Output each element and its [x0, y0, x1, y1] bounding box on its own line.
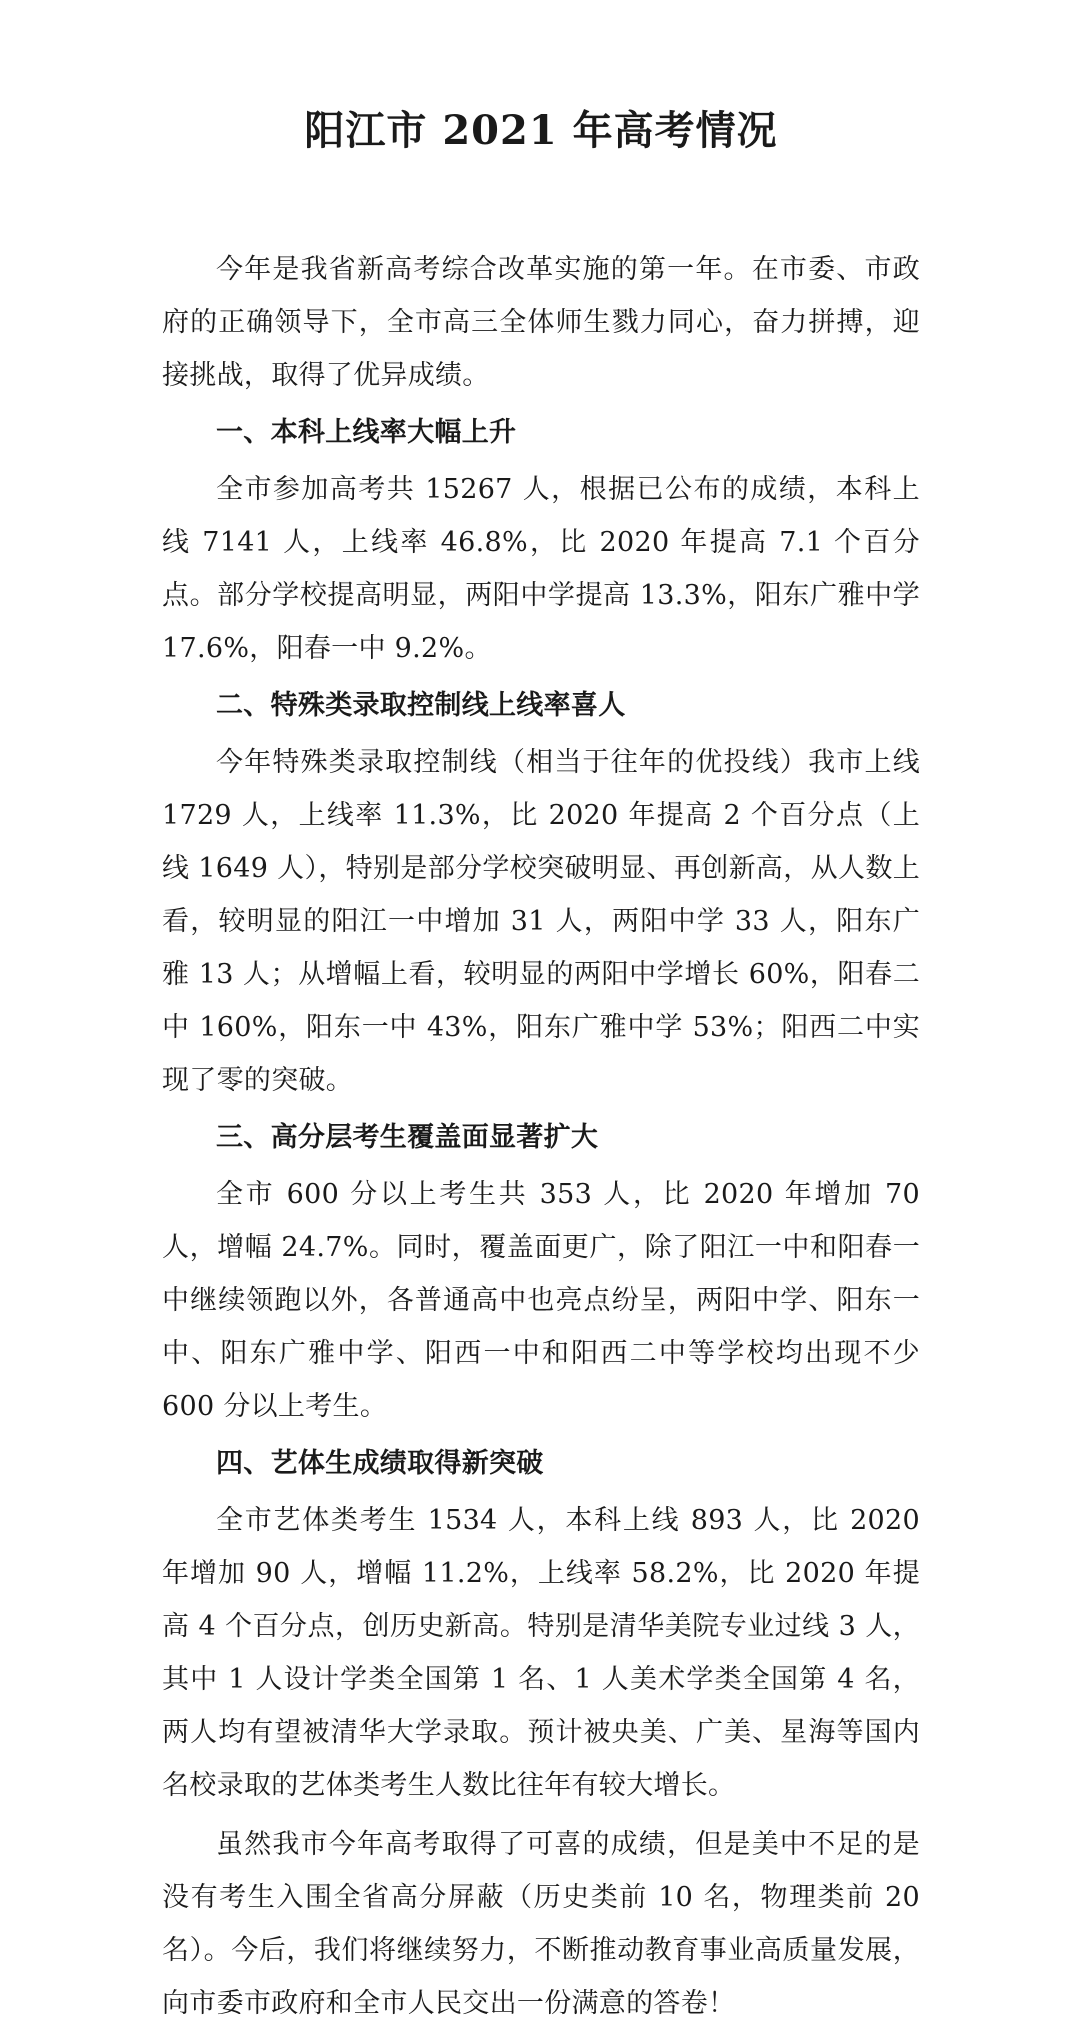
- document-title: 阳江市 2021 年高考情况: [304, 107, 778, 154]
- section-1-paragraph: 全市参加高考共 15267 人，根据已公布的成绩，本科上线 7141 人，上线率 46.8%，比 2020 年提高 7.1 个百分点。部分学校提高明显，两阳中学提高 13.3%，阳东广雅中学 17.6%，阳春一中 9.2%。: [162, 474, 920, 664]
- section-2-paragraph: 今年特殊类录取控制线（相当于往年的优投线）我市上线 1729 人，上线率 11.3%，比 2020 年提高 2 个百分点（上线 1649 人），特别是部分学校突破明显、再创新高，从人数上看，较明显的阳江一中增加 31 人，两阳中学 33 人，阳东广雅 13 人；从增幅上看，较明显的两阳中学增长 60%，阳春二中 160%，阳东一中 43%，阳东广雅中学 53%；阳西二中实现了零的突破。: [162, 747, 920, 1096]
- section-3-heading: 三、高分层考生覆盖面显著扩大: [216, 1122, 599, 1153]
- section-3-paragraph: 全市 600 分以上考生共 353 人，比 2020 年增加 70 人，增幅 24.7%。同时，覆盖面更广，除了阳江一中和阳春一中继续领跑以外，各普通高中也亮点纷呈，两阳中学、阳东一中、阳东广雅中学、阳西一中和阳西二中等学校均出现不少 600 分以上考生。: [162, 1179, 920, 1422]
- section-1-heading: 一、本科上线率大幅上升: [216, 417, 517, 448]
- document-body: [162, 243, 920, 2030]
- closing-paragraph: 虽然我市今年高考取得了可喜的成绩，但是美中不足的是没有考生入围全省高分屏蔽（历史类前 10 名，物理类前 20 名）。今后，我们将继续努力，不断推动教育事业高质量发展，向市委市政府和全市人民交出一份满意的答卷！: [162, 1829, 920, 2019]
- section-2-heading: 二、特殊类录取控制线上线率喜人: [216, 690, 626, 721]
- section-4-paragraph: 全市艺体类考生 1534 人，本科上线 893 人，比 2020 年增加 90 人，增幅 11.2%，上线率 58.2%，比 2020 年提高 4 个百分点，创历史新高。特别是清华美院专业过线 3 人，其中 1 人设计学类全国第 1 名、1 人美术学类全国第 4 名，两人均有望被清华大学录取。预计被央美、广美、星海等国内名校录取的艺体类考生人数比往年有较大增长。: [162, 1505, 920, 1801]
- section-4-heading: 四、艺体生成绩取得新突破: [216, 1448, 544, 1479]
- intro-paragraph: 今年是我省新高考综合改革实施的第一年。在市委、市政府的正确领导下，全市高三全体师生戮力同心，奋力拼搏，迎接挑战，取得了优异成绩。: [162, 254, 920, 391]
